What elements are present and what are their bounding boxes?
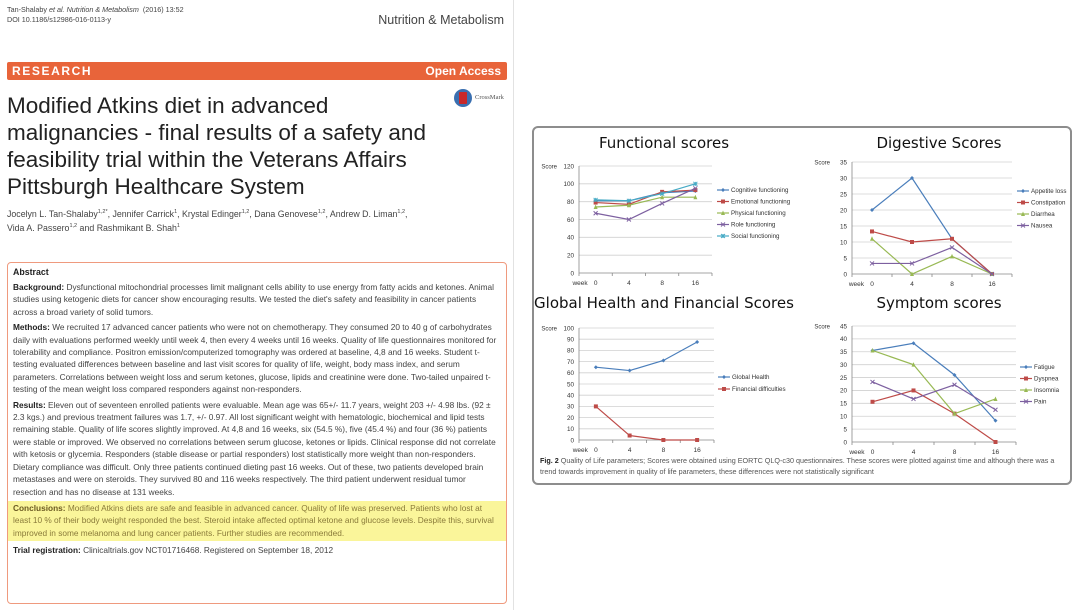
citation-authors: Tan-Shalaby — [7, 5, 47, 14]
open-access-label: Open Access — [425, 64, 501, 78]
data-point — [594, 404, 598, 408]
data-point — [660, 192, 664, 196]
author-affiliation: 1,2 — [397, 209, 406, 216]
citation-year-volume: (2016) 13:52 — [142, 5, 184, 14]
data-point — [950, 254, 954, 259]
section-text: Clinicaltrials.gov NCT01716468. Registered on September 18, 2012 — [83, 545, 334, 556]
y-tick-label: 120 — [563, 163, 574, 171]
x-tick-label: 4 — [911, 449, 916, 456]
legend-item — [1017, 200, 1066, 207]
citation-journal: Nutrition & Metabolism — [66, 5, 139, 14]
legend-label: Nausea — [1031, 222, 1053, 230]
y-axis-label: Score — [814, 324, 830, 331]
y-tick-label: 100 — [563, 325, 574, 333]
y-tick-label: 25 — [839, 374, 847, 382]
data-point — [594, 365, 598, 369]
y-tick-label: 0 — [843, 439, 847, 447]
x-tick-label: 0 — [870, 449, 875, 456]
abstract-box — [7, 262, 507, 604]
data-point — [722, 387, 726, 391]
x-tick-label: 16 — [988, 281, 996, 288]
data-point — [1024, 365, 1028, 369]
x-tick-label: 4 — [910, 281, 914, 288]
x-tick-label: 4 — [627, 447, 632, 454]
abstract-background — [13, 281, 501, 318]
figure-panel — [532, 126, 1072, 485]
y-tick-label: 15 — [839, 223, 847, 231]
legend-item — [717, 199, 791, 206]
abstract-methods — [13, 321, 501, 395]
author-affiliation: 1,2* — [97, 209, 108, 216]
abstract-conclusions-highlighted — [8, 501, 506, 541]
data-point — [912, 388, 916, 392]
data-point — [950, 237, 954, 241]
legend-item — [717, 233, 780, 240]
section-label: Conclusions: — [13, 502, 66, 513]
author-name[interactable]: Andrew D. Liman — [329, 209, 398, 219]
legend-label: Constipation — [1031, 199, 1066, 207]
journal-name: Nutrition & Metabolism — [378, 13, 504, 27]
x-tick-label: 8 — [952, 449, 957, 456]
x-axis-prefix: week — [572, 280, 588, 287]
caption-label: Fig. 2 — [540, 456, 559, 465]
author-affiliation: 1 — [174, 209, 178, 216]
data-point — [693, 182, 697, 186]
legend-label: Fatigue — [1034, 364, 1055, 372]
figure-caption — [540, 456, 1068, 477]
y-tick-label: 80 — [566, 198, 574, 206]
legend-label: Appetite loss — [1031, 188, 1067, 196]
series-line — [872, 239, 992, 274]
y-tick-label: 60 — [566, 370, 574, 378]
legend-item — [1020, 364, 1055, 371]
y-tick-label: 50 — [566, 381, 574, 389]
section-label: Background: — [13, 282, 65, 292]
data-point — [628, 369, 632, 373]
series-line — [873, 350, 996, 413]
data-point — [870, 236, 874, 241]
legend-label: Pain — [1034, 398, 1047, 406]
data-point — [661, 438, 665, 442]
y-tick-label: 25 — [839, 191, 847, 199]
y-axis-label: Score — [814, 160, 830, 167]
abstract-trial-registration — [13, 544, 501, 556]
legend-label: Global Health — [732, 374, 770, 382]
data-point — [628, 434, 632, 438]
author-list: Jocelyn L. Tan-Shalaby$^{1,2*}$, Jennifer Carrick$^1$, Krystal Edinger$^{1,2}$, Dana Genovese$^{1,2}$, Andrew D. Liman$^{1,2}$, Vida A. Passero$^{1,2}$ and Rashmikant B. Shah$^1$ — [7, 209, 408, 233]
chart-title: Digestive Scores — [876, 134, 1002, 152]
x-tick-label: 16 — [991, 449, 1000, 456]
data-point — [1021, 189, 1025, 193]
data-point — [721, 234, 725, 238]
x-tick-label: 8 — [660, 280, 664, 287]
x-tick-label: 4 — [627, 280, 631, 287]
y-tick-label: 0 — [570, 270, 574, 278]
authors-and: and — [79, 223, 95, 233]
citation-header — [7, 5, 184, 25]
series-fatigue — [871, 341, 998, 422]
section-text: Eleven out of seventeen enrolled patients were evaluable. Mean age was 65+/- 11.7 years, weight 203 +/- 4.98 lbs. (92 ± 2.3 kgs.) and previous treatment failures was 1.7, +/- 0.97. All lost significant weight with hematologic, biochemical and lipid tests remaining stable. Quality of life scores slightly improved. At 4,8 and 16 weeks, six (54.5 %), five (45.4 %) and four (36 %) patients were stable or improved. We observed no correlations between serum glucose, ketones or lipids. Clinical response did not correlate with ketosis or glycemia. Responders (stable disease or partial responders) lost statistically more weight than non-responders. Dietary compliance was difficult. Only three patients continued dieting past 16 weeks. Out of these, two patients developed brain metastases and were on steroids. They survived 80 and 116 weeks respectively. The third patient underwent residual tumor resection and has no disease at 131 weeks. — [13, 399, 496, 497]
citation-etal: et al. — [48, 5, 65, 14]
y-tick-label: 35 — [839, 349, 847, 357]
legend-item — [717, 222, 776, 229]
legend-label: Role functioning — [731, 221, 776, 229]
x-axis-prefix: week — [849, 449, 865, 456]
abstract-heading: Abstract — [13, 267, 49, 277]
legend-item — [1020, 387, 1060, 394]
data-point — [721, 188, 725, 192]
y-tick-label: 20 — [566, 414, 574, 422]
legend-item — [717, 210, 786, 217]
data-point — [594, 198, 598, 202]
author-affiliation: 1,2 — [241, 209, 250, 216]
legend-label: Emotional functioning — [731, 198, 791, 206]
data-point — [1021, 201, 1025, 205]
y-tick-label: 60 — [566, 216, 574, 224]
y-tick-label: 0 — [843, 271, 847, 279]
y-tick-label: 40 — [839, 336, 847, 344]
chart-global-health-financial — [534, 288, 802, 456]
legend-item — [1017, 211, 1055, 218]
section-text: We recruited 17 advanced cancer patients who were not on chemotherapy. They consumed 20 to 40 g of carbohydrates daily with evaluations performed weekly until week 4, then every 4 weeks until 16 weeks. Quality of life questionnaires monitored for tolerability and compliance. Positron emission/computerized tomography was ordered at baseline, 4,8 and 16 weeks. Student t-testing evaluated differences between baseline and last visit scores for quality of life, weight, body mass index, and serum parameters. Correlations between weight loss and serum ketones, glucose, lipids and creatinine were done. Two-tailed unpaired t-testing of the mean weight loss compared responders against non-responders. — [13, 322, 497, 395]
y-tick-label: 40 — [566, 392, 574, 400]
y-tick-label: 90 — [566, 336, 574, 344]
series-line — [872, 247, 992, 274]
series-line — [873, 343, 996, 420]
section-label: RESEARCH — [12, 64, 93, 78]
data-point — [870, 229, 874, 233]
crossmark-label: CrossMark — [475, 94, 504, 101]
author-affiliation: 1,2 — [317, 209, 326, 216]
legend-label: Physical functioning — [731, 210, 786, 218]
legend-item — [718, 374, 770, 381]
crossmark-icon — [454, 89, 472, 107]
chart-digestive-scores — [804, 128, 1072, 288]
data-point — [994, 440, 998, 444]
data-point — [627, 199, 631, 203]
y-axis-label: Score — [541, 326, 557, 333]
x-tick-label: 8 — [950, 281, 954, 288]
data-point — [695, 438, 699, 442]
x-tick-label: 0 — [593, 280, 598, 287]
chart-title: Global Health and Financial Scores — [534, 294, 794, 312]
section-label: Methods: — [13, 322, 50, 333]
y-tick-label: 70 — [566, 358, 574, 366]
series-insomnia — [871, 348, 998, 416]
data-point — [910, 240, 914, 244]
legend-label: Dyspnea — [1034, 375, 1059, 383]
data-point — [722, 375, 726, 379]
legend-item — [1017, 223, 1053, 230]
x-tick-label: 8 — [661, 447, 666, 454]
author-name[interactable]: Vida A. Passero — [7, 223, 70, 233]
data-point — [994, 396, 998, 401]
legend-label: Financial difficulties — [732, 386, 786, 394]
legend-label: Cognitive functioning — [731, 187, 789, 195]
crossmark-badge[interactable] — [452, 88, 512, 110]
x-tick-label: 0 — [870, 281, 874, 288]
series-financial-difficulties — [594, 404, 699, 442]
data-point — [994, 408, 998, 412]
doi[interactable]: DOI 10.1186/s12986-016-0113-y — [7, 15, 112, 24]
y-tick-label: 35 — [839, 159, 847, 167]
data-point — [1024, 377, 1028, 381]
x-axis-prefix: week — [848, 281, 864, 288]
x-tick-label: 0 — [594, 447, 598, 454]
citation-line — [7, 5, 184, 15]
author-name[interactable]: Jennifer Carrick — [112, 209, 175, 219]
section-text: Dysfunctional mitochondrial processes limit malignant cells ability to use energy from fatty acids and ketones. Animal studies using ketogenic diets for cancer show encouraging results. We tested the diet's safety and feasibility in cancer patients across a broad variety of solid tumors. — [13, 282, 494, 317]
abstract-results — [13, 399, 501, 498]
y-axis-label: Score — [541, 164, 557, 171]
legend-item — [1020, 399, 1047, 406]
legend-item — [718, 386, 786, 393]
y-tick-label: 20 — [566, 252, 574, 260]
x-tick-label: 16 — [691, 280, 699, 287]
legend-item — [1020, 376, 1059, 383]
y-tick-label: 30 — [566, 403, 574, 411]
author-affiliation: 1 — [176, 223, 180, 230]
y-tick-label: 15 — [839, 400, 847, 408]
section-label: Trial registration: — [13, 545, 81, 556]
series-line — [596, 191, 696, 201]
caption-text: Quality of Life parameters; Scores were obtained using EORTC QLQ-c30 questionnaires. These scores were plotted against time and although there was a trend towards improvement in quality of life parameters, these differences were not statistically significant — [540, 456, 1055, 476]
y-tick-label: 0 — [570, 437, 574, 445]
data-point — [721, 200, 725, 204]
legend-label: Insomnia — [1034, 387, 1060, 395]
chart-title: Symptom scores — [876, 294, 1002, 312]
x-tick-label: 16 — [693, 447, 701, 454]
author-name[interactable]: Dana Genovese — [254, 209, 318, 219]
legend-item — [1017, 188, 1066, 195]
series-social-functioning — [594, 182, 698, 203]
chart-title: Functional scores — [598, 134, 730, 152]
legend-label: Social functioning — [731, 233, 780, 241]
x-axis-prefix: week — [572, 447, 588, 454]
article-title: Modified Atkins diet in advanced malignancies - final results of a safety and feasibility trial within the Veterans Affairs Pittsburgh Healthcare System — [7, 93, 426, 199]
y-tick-label: 5 — [843, 255, 847, 263]
y-tick-label: 30 — [839, 361, 847, 369]
article-page — [0, 0, 514, 610]
y-tick-label: 30 — [839, 175, 847, 183]
y-tick-label: 5 — [843, 426, 847, 434]
y-tick-label: 45 — [839, 323, 847, 331]
author-name[interactable]: Krystal Edinger — [182, 209, 242, 219]
author-name[interactable]: Rashmikant B. Shah — [96, 223, 177, 233]
y-tick-label: 10 — [839, 413, 847, 421]
chart-functional-scores — [534, 128, 802, 288]
y-tick-label: 80 — [566, 347, 574, 355]
series-pain — [871, 380, 998, 412]
legend-item — [717, 187, 789, 194]
author-name[interactable]: Jocelyn L. Tan-Shalaby — [7, 209, 98, 219]
author-affiliation: 1,2 — [69, 223, 78, 230]
series-line — [872, 231, 992, 274]
y-tick-label: 100 — [563, 181, 574, 189]
y-tick-label: 10 — [839, 239, 847, 247]
y-tick-label: 20 — [839, 207, 847, 215]
section-text: Modified Atkins diets are safe and feasible in advanced cancer. Quality of life was preserved. Patients who lost at least 10 % of their body weight responded the best. Steroid intake affected optimal ketone and glucose levels. Despite this, survival improved in some melanoma and lung cancer patients. Further studies are recommended. — [13, 502, 494, 538]
chart-symptom-scores — [804, 288, 1072, 456]
y-tick-label: 20 — [839, 387, 847, 395]
section-banner — [7, 62, 507, 80]
y-tick-label: 40 — [566, 234, 574, 242]
series-nausea — [870, 245, 994, 276]
series-line — [596, 406, 697, 440]
section-label: Results: — [13, 399, 46, 410]
data-point — [871, 400, 875, 404]
legend-label: Diarrhea — [1031, 211, 1055, 219]
y-tick-label: 10 — [566, 426, 574, 434]
series-global-health — [594, 340, 699, 373]
series-line — [596, 342, 697, 371]
